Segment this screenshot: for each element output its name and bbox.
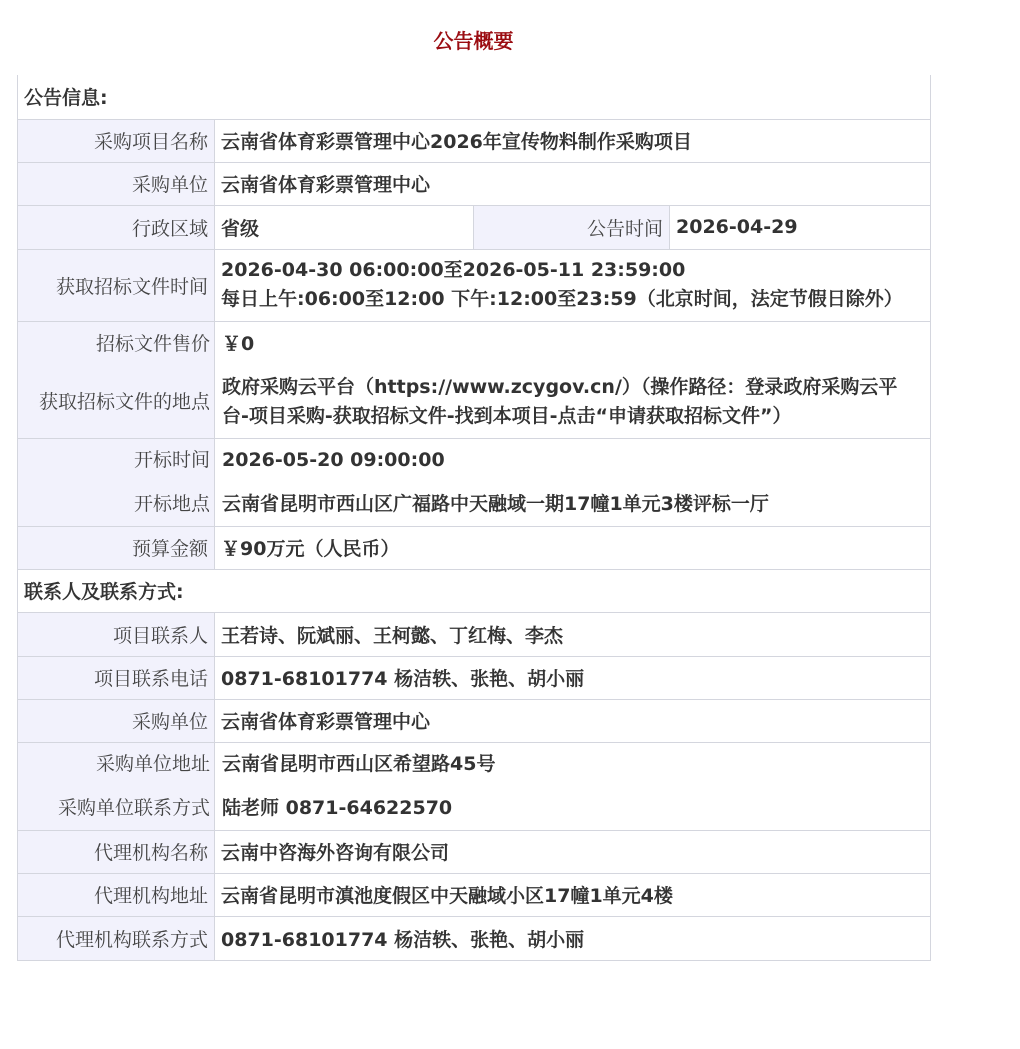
- value-open-time: 2026-05-20 09:00:00: [222, 448, 445, 471]
- label-project-contact: 项目联系人: [18, 612, 215, 656]
- label-purchaser-contact: 采购单位联系方式: [57, 796, 210, 819]
- value-agency-address: 云南省昆明市滇池度假区中天融域小区17幢1单元4楼: [215, 873, 931, 916]
- label-open-time-place: [18, 438, 215, 526]
- row-project-contact: [18, 612, 931, 656]
- value-project-name: 云南省体育彩票管理中心2026年宣传物料制作采购项目: [215, 119, 931, 162]
- label-agency-contact: 代理机构联系方式: [18, 916, 215, 960]
- label-purchaser: 采购单位: [18, 162, 215, 205]
- row-agency-address: [18, 873, 931, 916]
- value-purchaser-address: 云南省昆明市西山区希望路45号: [222, 752, 496, 775]
- label-doc-time: 获取招标文件时间: [18, 249, 215, 321]
- value-region: 省级: [215, 205, 474, 249]
- value-open-time-place: [215, 438, 931, 526]
- label-purchaser-address: 采购单位地址: [95, 752, 210, 775]
- row-region-publish-time: [18, 205, 931, 249]
- label-doc-place: 获取招标文件的地点: [38, 390, 210, 413]
- label-purchaser-address-contact: [18, 742, 215, 830]
- row-purchaser-2: [18, 699, 931, 742]
- notice-summary-table: [17, 75, 931, 961]
- row-agency-name: [18, 830, 931, 873]
- row-purchaser-address-contact: [18, 742, 931, 830]
- label-open-place: 开标地点: [133, 492, 210, 515]
- row-agency-contact: [18, 916, 931, 960]
- label-publish-time: 公告时间: [474, 205, 670, 249]
- label-doc-price: 招标文件售价: [95, 332, 210, 355]
- value-doc-place-wrap: [222, 366, 924, 438]
- row-purchaser: [18, 162, 931, 205]
- label-budget: 预算金额: [18, 526, 215, 569]
- section-row-contact-info: [18, 569, 931, 612]
- value-doc-price: ￥0: [222, 332, 255, 355]
- value-doc-time: [215, 249, 931, 321]
- label-agency-address: 代理机构地址: [18, 873, 215, 916]
- value-project-phone: 0871-68101774 杨洁轶、张艳、胡小丽: [215, 656, 931, 699]
- label-agency-name: 代理机构名称: [18, 830, 215, 873]
- label-purchaser-2: 采购单位: [18, 699, 215, 742]
- value-publish-time: 2026-04-29: [670, 205, 931, 249]
- value-purchaser-2: 云南省体育彩票管理中心: [215, 699, 931, 742]
- value-open-place: 云南省昆明市西山区广福路中天融域一期17幢1单元3楼评标一厅: [222, 492, 769, 515]
- doc-time-daily-hours: 每日上午:06:00至12:00 下午:12:00至23:59（北京时间，法定节假日除外）: [221, 288, 903, 310]
- label-doc-price-place: [18, 321, 215, 438]
- value-doc-place: 政府采购云平台（https://www.zcygov.cn/）（操作路径：登录政府采购云平台-项目采购-获取招标文件-找到本项目-点击“申请获取招标文件”）: [222, 375, 898, 427]
- row-project-name: [18, 119, 931, 162]
- page-title: 公告概要: [433, 29, 514, 53]
- label-project-name: 采购项目名称: [18, 119, 215, 162]
- value-project-contact: 王若诗、阮斌丽、王柯懿、丁红梅、李杰: [215, 612, 931, 656]
- section-heading-contact-info: 联系人及联系方式:: [18, 569, 931, 612]
- value-purchaser-contact: 陆老师 0871-64622570: [222, 796, 453, 819]
- section-heading-notice-info: 公告信息:: [18, 75, 931, 119]
- value-agency-name: 云南中咨海外咨询有限公司: [215, 830, 931, 873]
- row-budget: [18, 526, 931, 569]
- row-open-time-place: [18, 438, 931, 526]
- label-project-phone: 项目联系电话: [18, 656, 215, 699]
- value-purchaser: 云南省体育彩票管理中心: [215, 162, 931, 205]
- label-region: 行政区域: [18, 205, 215, 249]
- value-doc-price-place: [215, 321, 931, 438]
- row-project-phone: [18, 656, 931, 699]
- section-row-notice-info: [18, 75, 931, 119]
- label-open-time: 开标时间: [133, 448, 210, 471]
- row-doc-time: [18, 249, 931, 321]
- row-doc-price-place: [18, 321, 931, 438]
- value-purchaser-address-contact: [215, 742, 931, 830]
- value-budget: ￥90万元（人民币）: [215, 526, 931, 569]
- doc-time-range: 2026-04-30 06:00:00至2026-05-11 23:59:00: [221, 259, 686, 281]
- value-agency-contact: 0871-68101774 杨洁轶、张艳、胡小丽: [215, 916, 931, 960]
